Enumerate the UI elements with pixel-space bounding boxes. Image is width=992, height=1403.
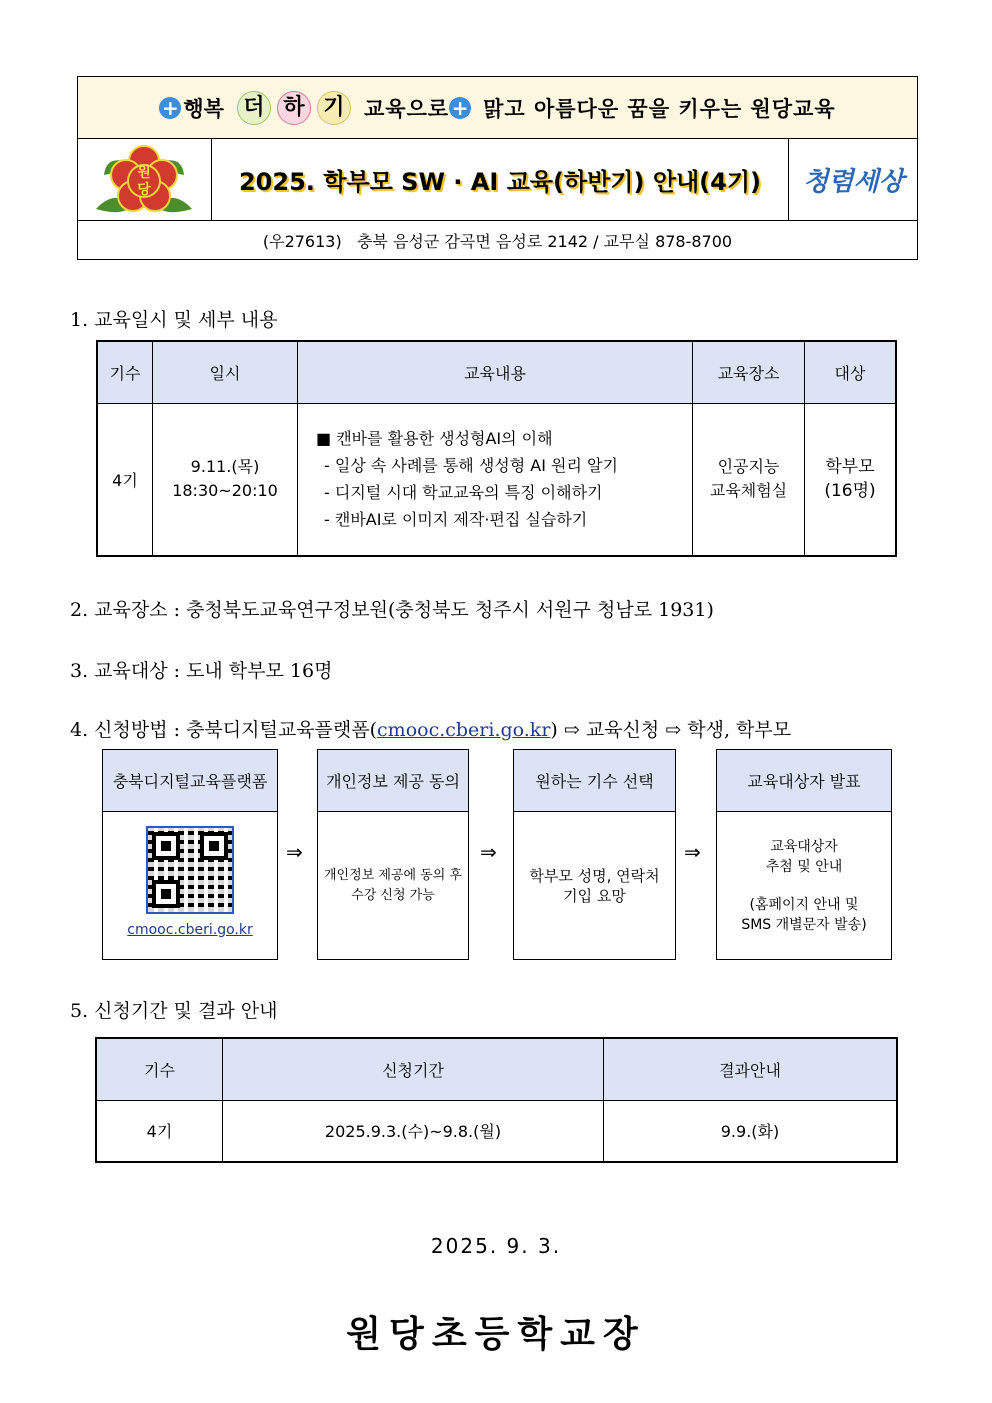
target-line: (16명) xyxy=(824,481,876,502)
slogan-bar xyxy=(78,77,917,139)
flow-arrow: ⇒ xyxy=(684,840,701,864)
flow-step-line: 추첨 및 안내 xyxy=(765,858,843,875)
cell-term: 4기 xyxy=(96,1100,223,1162)
page-title: 2025. 학부모 SW · AI 교육(하반기) 안내(4기) xyxy=(238,168,762,196)
flow-step-body xyxy=(717,812,891,959)
flow-step-body xyxy=(103,812,277,959)
school-logo xyxy=(78,139,212,220)
flow-step-line: 기입 요망 xyxy=(563,886,626,905)
flow-step-title: 원하는 기수 선택 xyxy=(514,750,675,812)
table-header-row xyxy=(96,1038,897,1100)
section-3-text: 3. 교육대상 : 도내 학부모 16명 xyxy=(70,660,333,682)
col-term: 기수 xyxy=(96,1038,223,1100)
flow-step-1 xyxy=(102,749,278,960)
svg-text:당: 당 xyxy=(137,182,151,198)
slogan-bubble-3: 기 xyxy=(317,91,351,125)
flow-step-2 xyxy=(317,749,469,960)
col-date: 일시 xyxy=(153,341,298,403)
svg-text:원: 원 xyxy=(137,165,151,181)
schedule-table xyxy=(96,340,897,557)
place-line: 교육체험실 xyxy=(709,481,788,501)
table-header-row xyxy=(97,341,896,403)
time-text: 18:30~20:10 xyxy=(172,481,278,501)
flow-step-body xyxy=(318,812,468,959)
flow-step-title: 충북디지털교육플랫폼 xyxy=(103,750,277,812)
period-table xyxy=(95,1037,898,1163)
slogan-middle: 교육으로 xyxy=(363,96,450,121)
content-item: - 캔바AI로 이미지 제작·편집 실습하기 xyxy=(324,510,588,530)
platform-link[interactable]: cmooc.cberi.go.kr xyxy=(377,719,551,741)
target-line: 학부모 xyxy=(825,457,875,478)
flow-step-line: 수강 신청 가능 xyxy=(351,887,435,903)
flow-step-line: 개인정보 제공에 동의 후 xyxy=(324,867,462,883)
signature: 원당초등학교장 xyxy=(346,1313,646,1355)
section-1-heading: 1. 교육일시 및 세부 내용 xyxy=(70,309,278,331)
section-2-text: 2. 교육장소 : 충청북도교육연구정보원(충청북도 청주시 서원구 청남로 1931) xyxy=(70,599,714,621)
slogan-start: 행복 xyxy=(183,96,224,121)
motto-logo: 청렴세상 xyxy=(788,139,918,220)
qr-code-icon xyxy=(146,826,234,914)
flow-step-title: 개인정보 제공 동의 xyxy=(318,750,468,812)
col-period: 신청기간 xyxy=(223,1038,604,1100)
flow-step-3 xyxy=(513,749,676,960)
flow-step-line: 교육대상자 xyxy=(770,838,838,855)
flow-arrow: ⇒ xyxy=(286,840,303,864)
table-row xyxy=(97,403,896,556)
col-place: 교육장소 xyxy=(693,341,805,403)
flow-step-line: 학부모 성명, 연락처 xyxy=(529,866,660,885)
date-text: 9.11.(목) xyxy=(190,457,260,477)
flow-step-body xyxy=(514,812,675,959)
flow-step-4 xyxy=(716,749,892,960)
cell-content xyxy=(298,403,693,556)
section-4-prefix: 4. 신청방법 : 충북디지털교육플랫폼( xyxy=(70,719,378,741)
cell-date xyxy=(153,403,298,556)
slogan-end: 맑고 아름다운 꿈을 키우는 원당교육 xyxy=(483,96,836,121)
content-title: ■ 캔바를 활용한 생성형AI의 이해 xyxy=(316,429,553,449)
slogan-bubble-2: 하 xyxy=(277,91,311,125)
flow-arrow: ⇒ xyxy=(480,840,497,864)
section-5-heading: 5. 신청기간 및 결과 안내 xyxy=(70,1000,278,1022)
title-row xyxy=(78,139,917,221)
section-4-text xyxy=(70,715,791,742)
content-item: - 일상 속 사례를 통해 생성형 AI 원리 알기 xyxy=(324,456,618,476)
qr-link[interactable]: cmooc.cberi.go.kr xyxy=(127,921,253,938)
col-target: 대상 xyxy=(805,341,897,403)
plus-icon: + xyxy=(449,97,471,119)
cell-period: 2025.9.3.(수)~9.8.(월) xyxy=(223,1100,604,1162)
cell-target xyxy=(805,403,897,556)
address: (우27613) 충북 음성군 감곡면 음성로 2142 / 교무실 878-8700 xyxy=(262,231,733,251)
plus-icon: + xyxy=(159,97,181,119)
table-row xyxy=(96,1100,897,1162)
slogan-bubble-1: 더 xyxy=(237,91,271,125)
content-item: - 디지털 시대 학교교육의 특징 이해하기 xyxy=(324,483,603,503)
place-line: 인공지능 xyxy=(717,457,780,477)
cell-result: 9.9.(화) xyxy=(604,1100,898,1162)
cell-place xyxy=(693,403,805,556)
col-term: 기수 xyxy=(97,341,153,403)
flow-step-title: 교육대상자 발표 xyxy=(717,750,891,812)
col-content: 교육내용 xyxy=(298,341,693,403)
flow-step-line: (홈페이지 안내 및 xyxy=(749,896,859,913)
cell-term: 4기 xyxy=(97,403,153,556)
document-date: 2025. 9. 3. xyxy=(430,1234,562,1258)
col-result: 결과안내 xyxy=(604,1038,898,1100)
header-box xyxy=(77,76,918,260)
flow-step-line: SMS 개별문자 발송) xyxy=(741,916,867,933)
section-4-suffix: ) ⇨ 교육신청 ⇨ 학생, 학부모 xyxy=(550,719,792,741)
